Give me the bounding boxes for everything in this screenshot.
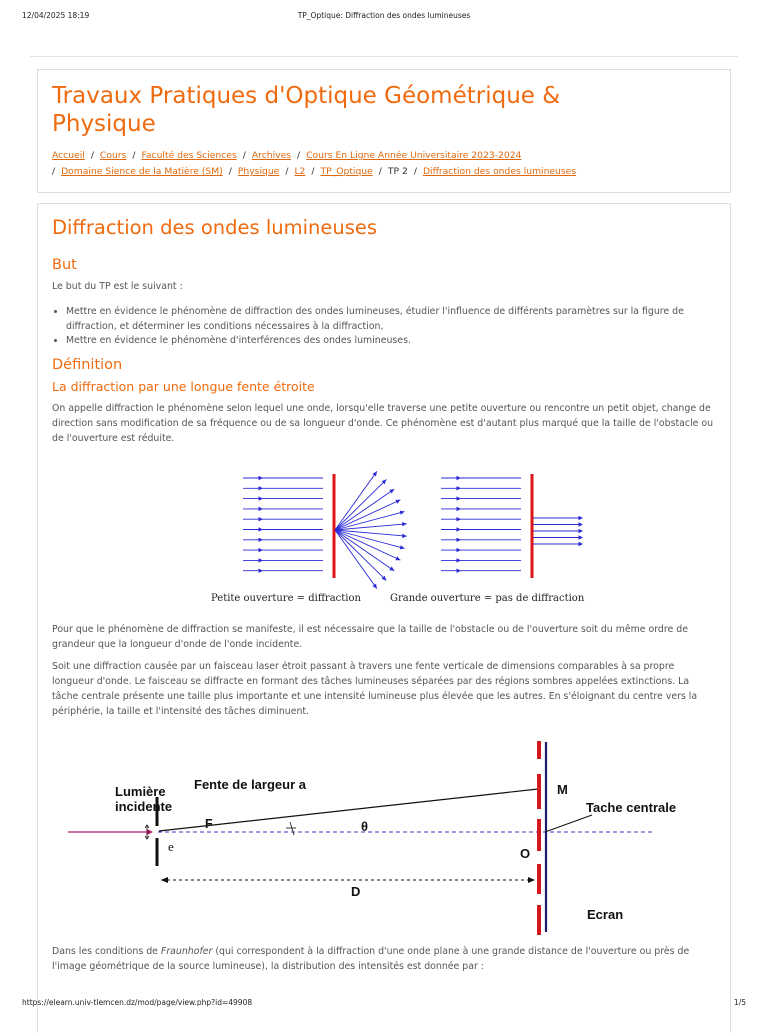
- site-title: Travaux Pratiques d'Optique Géométrique & Physique: [52, 83, 561, 137]
- fraunhofer-term: Fraunhofer: [160, 946, 213, 957]
- wave-arrow: [579, 535, 584, 539]
- breadcrumb-cours-en-ligne[interactable]: Cours En Ligne Année Universitaire 2023-2024: [306, 150, 522, 161]
- diffracted-ray: [335, 530, 386, 580]
- diffracted-ray: [335, 530, 377, 589]
- fraunhofer-text-end: (qui correspondent à la diffraction d'une onde plane à une grande distance de l'ouverture ou près de l'image géométrique de la source lumineuse), la distribution des intensités est donnée par :: [52, 946, 690, 972]
- wave-arrow: [457, 496, 462, 500]
- label-O: O: [520, 846, 531, 861]
- goals-list: [52, 305, 732, 349]
- wave-arrow: [457, 548, 462, 552]
- print-footer: [22, 998, 746, 1010]
- laser-paragraph: Soit une diffraction causée par un faisceau laser étroit passant à travers une fente verticale de dimensions comparables à sa propre longueur d'onde. Le faisceau se diffracte en formant des tâches lumineuses séparées par des régions sombres appelées extinctions. La tâche centrale présente une taille plus importante et une intensité lumineuse plus élevée que les autres. En s'éloignant du centre vers la périphérie, la taille et l'intensité des tâches diminuent.: [52, 661, 698, 717]
- label-fente: Fente de largeur a: [194, 777, 306, 792]
- wave-arrow: [400, 545, 405, 549]
- wave-arrow: [372, 471, 376, 476]
- section-heading-definition: Définition: [52, 357, 123, 373]
- wave-arrow: [259, 486, 264, 490]
- caption-large-aperture: Grande ouverture = pas de diffraction: [390, 593, 585, 604]
- divider: [30, 56, 738, 57]
- breadcrumb-archives[interactable]: Archives: [251, 150, 292, 161]
- footer-url: https://elearn.univ-tlemcen.dz/mod/page/view.php?id=49908: [22, 998, 253, 1007]
- breadcrumb-page[interactable]: Diffraction des ondes lumineuses: [422, 166, 577, 177]
- wave-arrow: [457, 527, 462, 531]
- breadcrumb-separator: /: [413, 166, 417, 177]
- footer-page-number: 1/5: [733, 998, 746, 1007]
- diffracted-ray: [335, 471, 377, 530]
- wave-arrow: [259, 517, 264, 521]
- wave-arrow: [457, 517, 462, 521]
- breadcrumb-separator: /: [132, 150, 136, 161]
- label-e: e: [168, 839, 174, 854]
- diffracted-ray: [335, 489, 394, 530]
- small-aperture-diagram: [243, 471, 407, 588]
- label-F: F: [205, 817, 213, 831]
- wave-arrow: [579, 522, 584, 526]
- wave-arrow: [389, 567, 394, 571]
- theta-arc: [290, 822, 294, 835]
- wave-arrow: [259, 476, 264, 480]
- wave-arrow: [457, 538, 462, 542]
- diffracted-ray: [335, 530, 394, 571]
- wave-arrow: [402, 534, 407, 538]
- wave-arrow: [259, 548, 264, 552]
- wave-arrow: [457, 558, 462, 562]
- wave-arrow: [259, 496, 264, 500]
- breadcrumb-domaine[interactable]: Domaine Sience de la Matière (SM): [61, 166, 223, 177]
- caption-small-aperture: Petite ouverture = diffraction: [211, 593, 361, 604]
- print-date: 12/04/2025 18:19: [22, 11, 90, 20]
- print-title: TP_Optique: Diffraction des ondes lumineuses: [297, 11, 471, 20]
- label-theta: θ: [361, 819, 369, 834]
- wave-arrow: [457, 476, 462, 480]
- wave-arrow: [457, 569, 462, 573]
- goal-item: • Mettre en évidence le phénomène d'interférences des ondes lumineuses.: [66, 334, 732, 349]
- main-content-card: [37, 203, 731, 1033]
- wave-arrow: [579, 542, 584, 546]
- breadcrumb-separator: /: [228, 166, 232, 177]
- diffracted-ray: [335, 480, 386, 530]
- wave-arrow: [457, 486, 462, 490]
- wave-arrow: [400, 511, 405, 515]
- breadcrumb-home[interactable]: Accueil: [52, 150, 85, 161]
- breadcrumb-separator: /: [242, 150, 246, 161]
- diffraction-comparison-figure: [203, 472, 585, 607]
- label-tache-centrale: Tache centrale: [586, 800, 677, 815]
- breadcrumb-l2[interactable]: L2: [294, 166, 306, 177]
- label-incidente: incidente: [115, 799, 173, 814]
- wave-arrow: [259, 527, 264, 531]
- wave-arrow: [579, 516, 584, 520]
- wave-arrow: [389, 489, 394, 493]
- label-lumiere: Lumière: [115, 784, 166, 799]
- breadcrumb-current: TP 2: [387, 166, 408, 177]
- wave-arrow: [259, 538, 264, 542]
- incident-beam-arrow: [147, 829, 153, 835]
- breadcrumb-faculte[interactable]: Faculté des Sciences: [141, 150, 237, 161]
- wave-arrow: [579, 529, 584, 533]
- slit-geometry-figure: [63, 739, 677, 934]
- label-ecran: Ecran: [587, 907, 624, 922]
- subheading-diffraction-fente: La diffraction par une longue fente étroite: [52, 379, 315, 394]
- wave-arrow: [372, 584, 376, 589]
- but-intro: Le but du TP est le suivant :: [52, 281, 183, 292]
- wave-arrow: [259, 558, 264, 562]
- breadcrumb-tp-optique[interactable]: TP_Optique: [320, 166, 373, 177]
- fraunhofer-text-start: Dans les conditions de: [52, 946, 161, 957]
- wave-arrow: [259, 569, 264, 573]
- tache-pointer: [545, 815, 592, 832]
- section-heading-but: But: [52, 257, 77, 273]
- goal-item: • Mettre en évidence le phénomène de diffraction des ondes lumineuses, étudier l'influence de différents paramètres sur la figure de diffraction, et déterminer les conditions nécessaires à la diffraction,: [66, 305, 732, 334]
- wave-arrow: [402, 522, 407, 526]
- label-M: M: [557, 782, 568, 797]
- definition-paragraph: On appelle diffraction le phénomène selon lequel une onde, lorsqu'elle traverse une petite ouverture ou rencontre un petit objet, change de direction sans modification de sa fréquence ou de sa longueur d'onde. Ce phénomène est d'autant plus marqué que la taille de l'obstacle ou de l'ouverture est réduite.: [52, 403, 714, 444]
- page-header-card: [37, 69, 731, 193]
- print-header: [22, 11, 746, 23]
- diffracted-ray: [159, 789, 538, 831]
- breadcrumb-cours[interactable]: Cours: [99, 150, 127, 161]
- breadcrumb-separator: /: [52, 166, 56, 177]
- breadcrumb: [52, 148, 722, 180]
- breadcrumb-separator: /: [311, 166, 315, 177]
- page-title: Diffraction des ondes lumineuses: [52, 216, 378, 239]
- wave-arrow: [259, 507, 264, 511]
- breadcrumb-separator: /: [285, 166, 289, 177]
- condition-paragraph: Pour que le phénomène de diffraction se manifeste, il est nécessaire que la taille de l'obstacle ou de l'ouverture soit du même ordre de grandeur que la longueur d'onde de l'onde incidente.: [52, 624, 688, 650]
- breadcrumb-physique[interactable]: Physique: [237, 166, 280, 177]
- fraunhofer-paragraph: [52, 944, 718, 974]
- label-D: D: [351, 884, 361, 899]
- wave-arrow: [457, 507, 462, 511]
- large-aperture-diagram: [441, 474, 583, 578]
- breadcrumb-separator: /: [90, 150, 94, 161]
- breadcrumb-separator: /: [378, 166, 382, 177]
- breadcrumb-separator: /: [297, 150, 301, 161]
